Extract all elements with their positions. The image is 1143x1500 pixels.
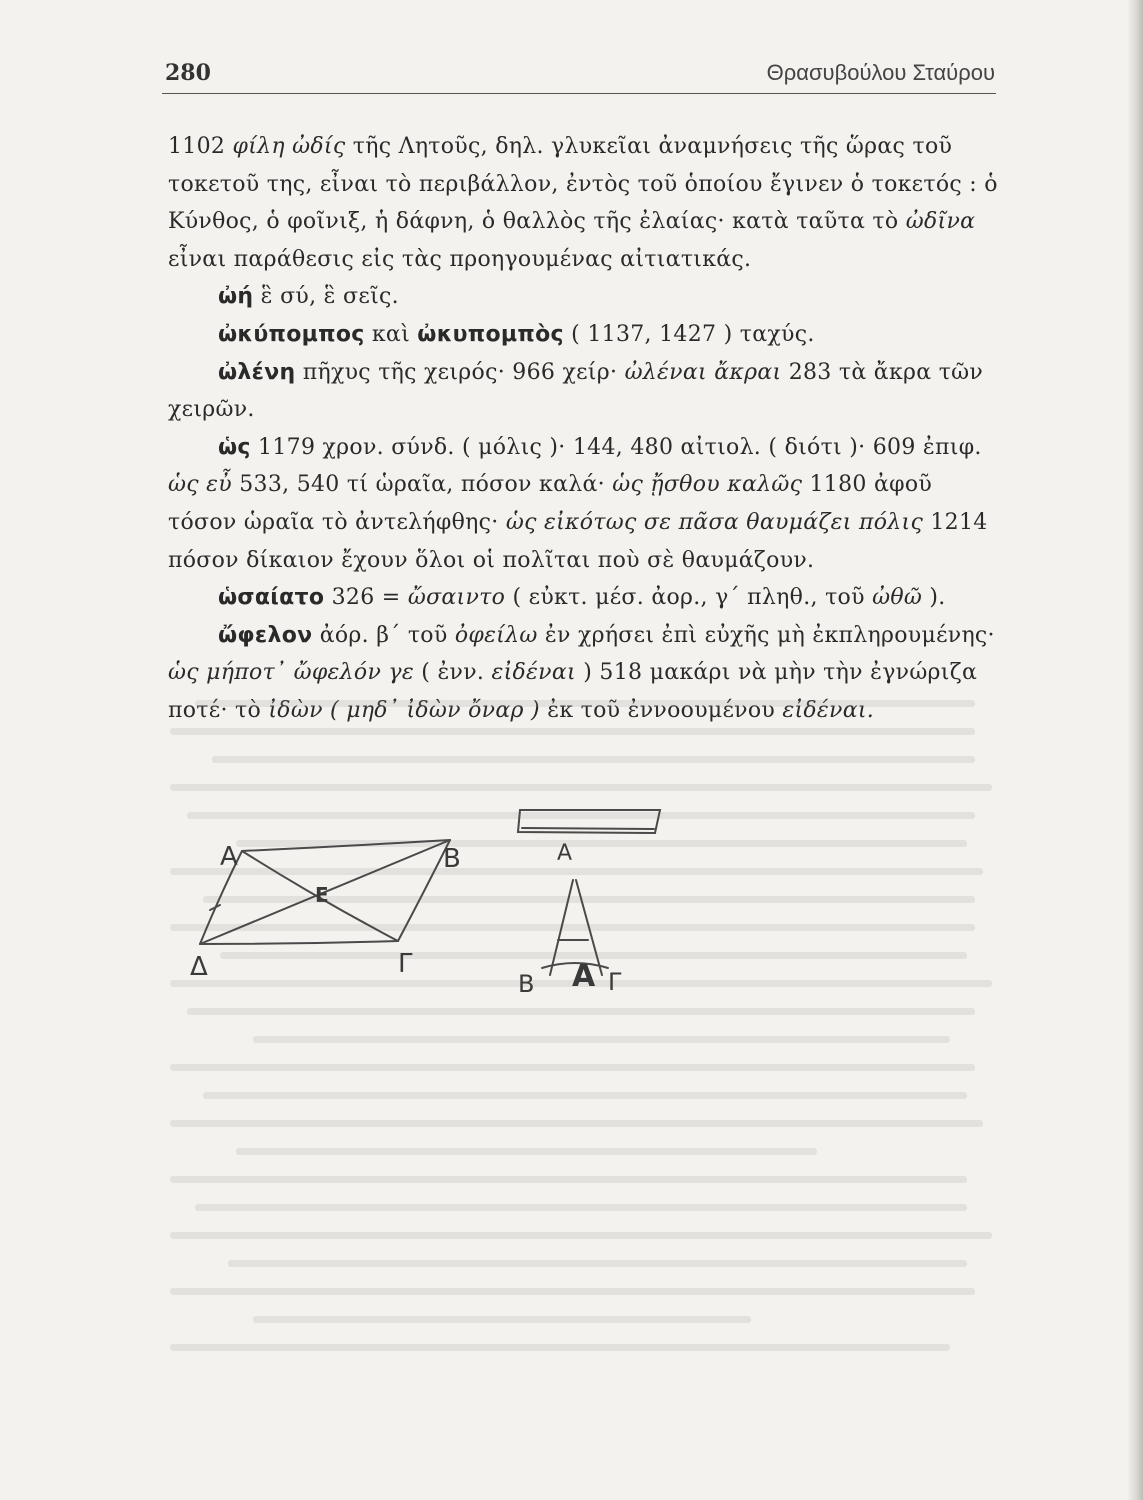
- italic-phrase: ὡς εὖ: [168, 472, 232, 498]
- header-rule: [162, 93, 996, 94]
- entry-text: 326 =: [324, 585, 408, 611]
- italic-phrase: εἰδέναι.: [782, 697, 875, 723]
- glossary-entry: [168, 354, 998, 429]
- italic-phrase: ὤσαιντο: [407, 585, 506, 611]
- page-header: [165, 58, 995, 90]
- glossary-entry: [168, 579, 998, 617]
- entry-text: 1102: [168, 134, 233, 159]
- sketch-label: Δ: [190, 952, 208, 982]
- entry-text: 1180 ἀφοῦ τόσον ὡραῖα τὸ ἀντελήφθης·: [168, 472, 933, 535]
- entry-text: τῆς Λητοῦς, δηλ. γλυκεῖαι ἀναμνήσεις τῆς ὥρας τοῦ τοκετοῦ της, εἶναι τὸ περιβάλλον, ἐντὸς τοῦ ὁποίου ἔγινεν ὁ τοκετός : ὁ Κύνθος, ὁ φοῖνιξ, ἡ δάφνη, ὁ θαλλὸς τῆς ἐλαίας· κατὰ ταῦτα τὸ: [168, 134, 998, 235]
- entry-text: ἐκ τοῦ ἐννοουμένου: [539, 697, 783, 723]
- entry-text: καὶ: [364, 321, 418, 347]
- headword: ὡσαίατο: [218, 585, 325, 611]
- headword: ὠή: [218, 284, 254, 310]
- italic-phrase: εἰδέναι: [491, 660, 576, 686]
- headword: ὡς: [218, 434, 251, 460]
- italic-phrase: φίλη ὠδίς: [232, 134, 346, 159]
- glossary-entry: [168, 429, 998, 579]
- page-number: 280: [165, 60, 211, 86]
- sketch-label: Ε: [315, 883, 329, 907]
- entry-text: 1214 πόσον δίκαιον ἔχουν ὅλοι οἱ πολῖται ποὺ σὲ θαυμάζουν.: [168, 509, 988, 573]
- entry-text: ἀόρ. β΄ τοῦ: [312, 622, 455, 648]
- italic-phrase: ὠλέναι ἄκραι: [624, 359, 782, 385]
- hand-drawn-sketch: [180, 790, 680, 998]
- italic-phrase: ὡς εἰκότως σε πᾶσα θαυμάζει πόλις: [505, 509, 924, 535]
- italic-phrase: ὠδῖνα: [905, 209, 976, 235]
- entry-text: εἶναι παράθεσις εἰς τὰς προηγουμένας αἰτιατικάς.: [168, 246, 752, 272]
- entry-text: 283 τὰ ἄκρα τῶν χειρῶν.: [168, 359, 984, 423]
- sketch-label: Α: [220, 842, 238, 872]
- italic-phrase: ὠθῶ: [872, 585, 923, 611]
- sketch-label: Β: [518, 970, 535, 998]
- sketch-label: Γ: [398, 949, 413, 979]
- glossary-entry: [168, 128, 998, 278]
- headword: ὤφελον: [218, 622, 313, 648]
- glossary-entry: [168, 316, 998, 354]
- entry-text: 1179 χρον. σύνδ. ( μόλις )· 144, 480 αἰτιολ. ( διότι )· 609 ἐπιφ.: [250, 434, 982, 460]
- glossary-text: [168, 128, 998, 730]
- entry-text: ).: [922, 585, 946, 611]
- parallelogram-top-edge: [242, 840, 450, 851]
- headword: ὠλένη: [218, 359, 296, 385]
- entry-text: πῆχυς τῆς χειρός· 966 χείρ·: [295, 359, 625, 385]
- book-spine-shadow: [1127, 0, 1143, 1500]
- entry-text: 533, 540 τί ὡραῖα, πόσον καλά·: [231, 472, 613, 498]
- entry-text: ( εὐκτ. μέσ. ἀορ., γ΄ πληθ., τοῦ: [505, 585, 873, 611]
- italic-phrase: ὡς μήποτ᾽ ὤφελόν γε: [168, 660, 414, 686]
- sketch-label: Α: [572, 959, 596, 994]
- sketch-label: Β: [443, 844, 461, 874]
- italic-phrase: ἰδὼν ( μηδ᾽ ἰδὼν ὄναρ ): [268, 697, 540, 723]
- running-head: Θρασυβούλου Σταύρου: [766, 60, 995, 85]
- glossary-entry: [168, 278, 998, 316]
- italic-phrase: ὡς ᾔσθου καλῶς: [612, 472, 803, 498]
- italic-phrase: ὀφείλω: [454, 622, 538, 648]
- entry-text: ἓ σύ, ἓ σεῖς.: [253, 284, 399, 310]
- entry-text: ἐν χρήσει ἐπὶ εὐχῆς μὴ ἐκπληρουμένης·: [537, 622, 995, 648]
- entry-text: ( 1137, 1427 ) ταχύς.: [563, 321, 815, 347]
- sketch-label: Γ: [608, 968, 622, 996]
- sketch-label: Α: [557, 841, 573, 866]
- headword: ὠκυπομπὸς: [417, 321, 564, 347]
- entry-text: ( ἐνν.: [413, 660, 492, 686]
- entry-text: ) 518 μακάρι νὰ μὴν τὴν ἐγνώριζα ποτέ· τὸ: [168, 660, 978, 723]
- headword: ὠκύπομπος: [218, 321, 365, 347]
